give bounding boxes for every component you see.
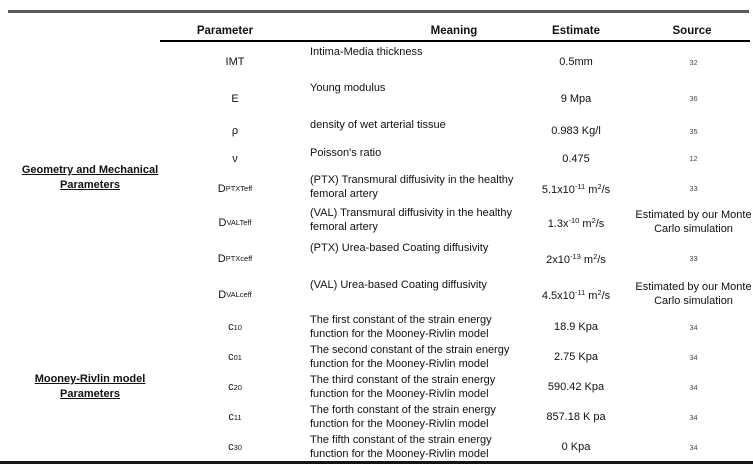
text-segment: /s xyxy=(595,217,605,230)
estimate-cell xyxy=(518,80,634,117)
source-text-line: Carlo simulation xyxy=(654,222,733,235)
meaning-cell: density of wet arterial tissue xyxy=(310,119,446,131)
estimate-value xyxy=(562,441,591,453)
text-segment: 0.983 Kg/l xyxy=(551,125,601,137)
parameter-cell xyxy=(180,277,290,312)
table-bottom-rule xyxy=(0,461,753,464)
subscript: 01 xyxy=(233,352,242,362)
column-header-meaning: Meaning xyxy=(430,25,478,37)
subscript: VALceff xyxy=(226,290,252,299)
text-segment: IMT xyxy=(225,56,245,68)
estimate-cell xyxy=(518,145,634,172)
table-row xyxy=(180,172,753,205)
text-segment: ν xyxy=(232,152,238,165)
parameter-cell xyxy=(180,342,290,372)
table-row xyxy=(180,117,753,145)
source-reference-number: 34 xyxy=(689,352,698,362)
text-segment: m xyxy=(585,289,598,302)
source-reference-number: 12 xyxy=(689,154,698,163)
estimate-value xyxy=(554,351,598,363)
text-segment: D xyxy=(218,288,227,301)
subscript: 10 xyxy=(233,322,242,332)
source-cell xyxy=(634,172,753,205)
source-cell xyxy=(634,240,753,277)
group-label-line: Geometry and Mechanical xyxy=(21,164,159,176)
source-reference-number: 32 xyxy=(689,57,698,67)
table-row xyxy=(180,312,753,342)
estimate-cell xyxy=(518,205,634,240)
table-group xyxy=(0,312,753,462)
estimate-cell xyxy=(518,342,634,372)
meaning-cell: The first constant of the strain energy function for the Mooney-Rivlin model xyxy=(310,314,492,340)
parameter-cell xyxy=(180,205,290,240)
parameter-cell xyxy=(180,80,290,117)
text-segment: 2x10 xyxy=(546,253,571,266)
parameter-cell xyxy=(180,432,290,462)
text-segment: m xyxy=(585,183,598,196)
meaning-cell: (VAL) Transmural diffusivity in the healthy femoral artery xyxy=(310,207,512,233)
text-segment: E xyxy=(231,92,239,105)
source-cell xyxy=(634,342,753,372)
meaning-cell: Poisson's ratio xyxy=(310,147,382,159)
estimate-cell xyxy=(518,117,634,145)
estimate-cell xyxy=(518,432,634,462)
text-segment: c xyxy=(228,351,234,363)
parameter-cell xyxy=(180,44,290,80)
text-segment: 1.3x xyxy=(547,217,569,230)
table-group xyxy=(0,44,753,312)
parameter-cell xyxy=(180,172,290,205)
source-cell xyxy=(634,44,753,80)
estimate-cell xyxy=(518,312,634,342)
meaning-cell: (PTX) Transmural diffusivity in the healthy femoral artery xyxy=(310,174,514,200)
superscript: -11 xyxy=(574,287,586,297)
table-row xyxy=(180,145,753,172)
text-segment: 2.75 Kpa xyxy=(553,351,599,363)
estimate-value xyxy=(548,216,605,230)
source-cell xyxy=(634,117,753,145)
estimate-cell xyxy=(518,240,634,277)
text-segment: 5.1x10 xyxy=(541,183,575,196)
column-header-parameter: Parameter xyxy=(196,25,254,37)
column-header-estimate: Estimate xyxy=(552,25,600,37)
subscript: PTXTeff xyxy=(225,184,253,193)
text-segment: 590.42 Kpa xyxy=(547,381,605,393)
table-row xyxy=(180,432,753,462)
text-segment: 0.5mm xyxy=(559,56,593,68)
source-reference-number: 33 xyxy=(689,184,698,193)
meaning-cell: Young modulus xyxy=(310,82,386,94)
source-text-line: Estimated by our Monte xyxy=(635,209,752,221)
estimate-value xyxy=(548,381,604,393)
group-rows xyxy=(180,312,753,462)
parameter-cell xyxy=(180,372,290,402)
meaning-cell: The forth constant of the strain energy function for the Mooney-Rivlin model xyxy=(310,404,496,430)
text-segment: D xyxy=(217,252,226,265)
superscript: 2 xyxy=(597,181,602,191)
source-cell xyxy=(634,145,753,172)
table-header-row xyxy=(160,13,750,42)
table-row xyxy=(180,205,753,240)
table-row xyxy=(180,402,753,432)
estimate-value xyxy=(546,411,605,423)
subscript: 20 xyxy=(233,382,242,392)
table-row xyxy=(180,80,753,117)
source-cell xyxy=(634,205,753,240)
source-reference-number: 33 xyxy=(689,254,698,263)
text-segment: 4.5x10 xyxy=(541,289,575,302)
superscript: 2 xyxy=(597,287,602,297)
subscript: PTXceff xyxy=(225,254,253,263)
meaning-cell: (VAL) Urea-based Coating diffusivity xyxy=(310,279,487,291)
superscript: 2 xyxy=(591,215,596,225)
parameter-cell xyxy=(180,117,290,145)
source-cell xyxy=(634,432,753,462)
group-label xyxy=(0,44,180,312)
text-segment: /s xyxy=(601,183,611,196)
source-cell xyxy=(634,312,753,342)
estimate-value xyxy=(551,125,601,137)
estimate-cell xyxy=(518,402,634,432)
source-reference-number: 34 xyxy=(689,442,698,452)
table-row xyxy=(180,44,753,80)
table-row xyxy=(180,277,753,312)
meaning-cell: The third constant of the strain energy function for the Mooney-Rivlin model xyxy=(310,374,496,400)
parameter-cell xyxy=(180,240,290,277)
estimate-cell xyxy=(518,372,634,402)
estimate-value xyxy=(559,56,593,68)
estimate-cell xyxy=(518,44,634,80)
text-segment: 0.475 xyxy=(562,152,590,165)
table-row xyxy=(180,240,753,277)
estimate-cell xyxy=(518,277,634,312)
table-row xyxy=(180,342,753,372)
subscript: 30 xyxy=(233,442,242,452)
estimate-value xyxy=(542,288,610,302)
meaning-cell: The second constant of the strain energy function for the Mooney-Rivlin model xyxy=(310,344,510,370)
source-reference-number: 34 xyxy=(689,382,698,392)
text-segment: ρ xyxy=(231,125,239,137)
superscript: -11 xyxy=(574,181,586,191)
superscript: -10 xyxy=(568,215,580,225)
meaning-cell: The fifth constant of the strain energy function for the Mooney-Rivlin model xyxy=(310,434,492,460)
source-reference-number: 36 xyxy=(689,94,698,103)
subscript: VALTeff xyxy=(226,218,252,227)
source-cell xyxy=(634,402,753,432)
estimate-value xyxy=(554,321,598,333)
group-label-line: Parameters xyxy=(60,388,120,400)
text-segment: c xyxy=(228,411,234,423)
meaning-cell: Intima-Media thickness xyxy=(310,46,423,58)
text-segment: m xyxy=(579,217,592,230)
estimate-value xyxy=(562,153,590,165)
text-segment: c xyxy=(228,321,234,333)
superscript: -13 xyxy=(570,251,581,261)
text-segment: c xyxy=(228,381,234,393)
source-text-line: Carlo simulation xyxy=(654,294,733,307)
text-segment: 18.9 Kpa xyxy=(553,321,599,333)
group-rows xyxy=(180,44,753,312)
text-segment: D xyxy=(217,182,226,195)
source-cell xyxy=(634,277,753,312)
table-row xyxy=(180,372,753,402)
estimate-value xyxy=(542,182,610,196)
text-segment: m xyxy=(580,253,594,266)
estimate-value xyxy=(561,93,592,105)
text-segment: 0 Kpa xyxy=(561,441,591,453)
group-label-line: Mooney-Rivlin model xyxy=(34,373,146,385)
text-segment: D xyxy=(218,216,227,229)
source-reference-number: 35 xyxy=(689,126,698,136)
text-segment: c xyxy=(228,441,234,453)
text-segment: /s xyxy=(597,253,606,266)
parameter-cell xyxy=(180,312,290,342)
subscript: 11 xyxy=(233,412,242,422)
text-segment: /s xyxy=(601,289,611,302)
source-text-line: Estimated by our Monte xyxy=(635,281,752,293)
table-body xyxy=(0,44,753,462)
estimate-cell xyxy=(518,172,634,205)
text-segment: 9 Mpa xyxy=(560,92,592,105)
group-label-line: Parameters xyxy=(60,179,120,191)
meaning-cell: (PTX) Urea-based Coating diffusivity xyxy=(310,242,489,254)
source-reference-number: 34 xyxy=(689,412,698,422)
text-segment: 857.18 K pa xyxy=(546,411,606,423)
source-cell xyxy=(634,372,753,402)
parameter-cell xyxy=(180,402,290,432)
estimate-value xyxy=(546,252,606,266)
source-reference-number: 34 xyxy=(689,322,698,332)
parameter-cell xyxy=(180,145,290,172)
source-cell xyxy=(634,80,753,117)
column-header-source: Source xyxy=(672,25,712,37)
superscript: 2 xyxy=(593,251,598,261)
group-label xyxy=(0,312,180,462)
